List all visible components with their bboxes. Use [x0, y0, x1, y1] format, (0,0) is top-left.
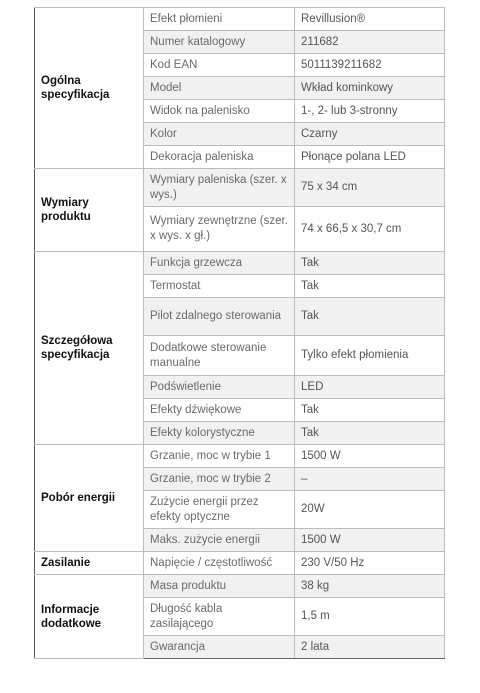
- spec-label: Maks. zużycie energii: [144, 529, 295, 552]
- spec-value: 38 kg: [295, 575, 445, 598]
- spec-row: [35, 575, 445, 598]
- spec-row: [35, 252, 445, 275]
- spec-value: 1,5 m: [295, 598, 445, 636]
- spec-value: Tak: [295, 252, 445, 275]
- spec-label: Funkcja grzewcza: [144, 252, 295, 275]
- spec-label: Napięcie / częstotliwość: [144, 552, 295, 575]
- spec-label: Dekoracja paleniska: [144, 146, 295, 169]
- spec-value: –: [295, 468, 445, 491]
- spec-row: [35, 552, 445, 575]
- spec-value: 2 lata: [295, 636, 445, 659]
- spec-value: LED: [295, 376, 445, 399]
- spec-label: Zużycie energii przez efekty optyczne: [144, 491, 295, 529]
- spec-label: Widok na palenisko: [144, 100, 295, 123]
- spec-row: [35, 8, 445, 31]
- spec-label: Podświetlenie: [144, 376, 295, 399]
- spec-label: Efekty dźwiękowe: [144, 399, 295, 422]
- spec-table-body: [35, 8, 445, 659]
- spec-label: Grzanie, moc w trybie 1: [144, 445, 295, 468]
- group-heading: Wymiary produktu: [35, 169, 144, 252]
- spec-value: Czarny: [295, 123, 445, 146]
- spec-row: [35, 169, 445, 207]
- spec-value: 74 x 66,5 x 30,7 cm: [295, 207, 445, 252]
- spec-label: Numer katalogowy: [144, 31, 295, 54]
- spec-label: Masa produktu: [144, 575, 295, 598]
- spec-value: Tak: [295, 399, 445, 422]
- spec-table: [34, 7, 445, 659]
- spec-value: 211682: [295, 31, 445, 54]
- spec-value: 1-, 2- lub 3-stronny: [295, 100, 445, 123]
- specification-sheet: [34, 7, 444, 659]
- spec-label: Kod EAN: [144, 54, 295, 77]
- spec-label: Kolor: [144, 123, 295, 146]
- spec-label: Efekt płomieni: [144, 8, 295, 31]
- spec-value: 1500 W: [295, 529, 445, 552]
- spec-value: Tak: [295, 275, 445, 298]
- spec-label: Wymiary zewnętrzne (szer. x wys. x gł.): [144, 207, 295, 252]
- spec-value: 20W: [295, 491, 445, 529]
- spec-label: Dodatkowe sterowanie manualne: [144, 336, 295, 376]
- spec-value: Tak: [295, 298, 445, 336]
- group-heading: Ogólna specyfikacja: [35, 8, 144, 169]
- group-heading: Pobór energii: [35, 445, 144, 552]
- spec-label: Pilot zdalnego sterowania: [144, 298, 295, 336]
- spec-value: Revillusion®: [295, 8, 445, 31]
- group-heading: Zasilanie: [35, 552, 144, 575]
- spec-label: Termostat: [144, 275, 295, 298]
- spec-value: Tak: [295, 422, 445, 445]
- spec-value: Płonące polana LED: [295, 146, 445, 169]
- spec-value: 75 x 34 cm: [295, 169, 445, 207]
- spec-label: Efekty kolorystyczne: [144, 422, 295, 445]
- spec-value: 1500 W: [295, 445, 445, 468]
- spec-row: [35, 445, 445, 468]
- spec-label: Grzanie, moc w trybie 2: [144, 468, 295, 491]
- spec-label: Model: [144, 77, 295, 100]
- spec-value: 230 V/50 Hz: [295, 552, 445, 575]
- spec-label: Wymiary paleniska (szer. x wys.): [144, 169, 295, 207]
- spec-value: Tylko efekt płomienia: [295, 336, 445, 376]
- spec-value: Wkład kominkowy: [295, 77, 445, 100]
- spec-value: 5011139211682: [295, 54, 445, 77]
- spec-label: Gwarancja: [144, 636, 295, 659]
- group-heading: Szczegółowa specyfikacja: [35, 252, 144, 445]
- group-heading: Informacje dodatkowe: [35, 575, 144, 659]
- spec-label: Długość kabla zasilającego: [144, 598, 295, 636]
